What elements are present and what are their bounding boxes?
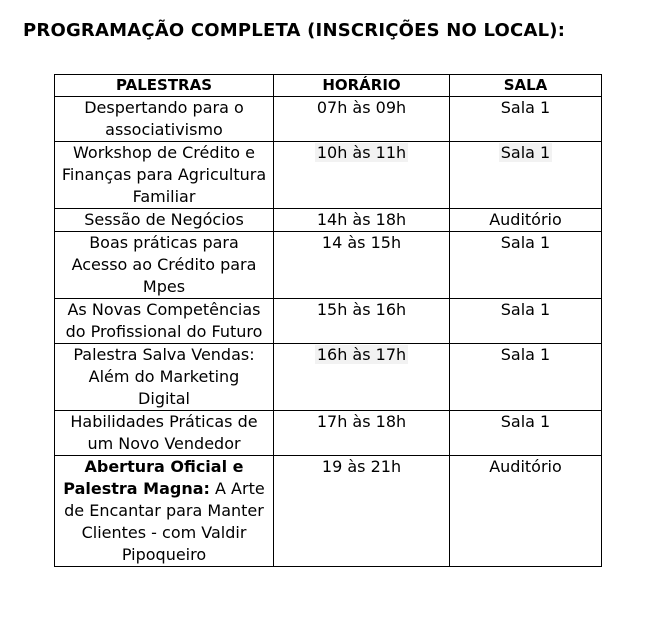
schedule-table <box>54 74 602 567</box>
table-row <box>55 344 602 411</box>
room-highlight: Sala 1 <box>500 143 551 162</box>
talk-cell: Palestra Salva Vendas: Além do Marketing Digital <box>55 344 274 411</box>
room-cell: Sala 1 <box>450 232 602 299</box>
table-header-row <box>55 75 602 97</box>
time-highlight: 10h às 11h <box>316 143 407 162</box>
table-row <box>55 299 602 344</box>
table-row <box>55 142 602 209</box>
room-cell: Auditório <box>450 209 602 232</box>
table-row <box>55 97 602 142</box>
talk-rest-part: A Arte de Encantar para Manter Clientes - com Valdir Pipoqueiro <box>64 479 265 564</box>
table-row <box>55 411 602 456</box>
talk-cell: Habilidades Práticas de um Novo Vendedor <box>55 411 274 456</box>
header-room: SALA <box>450 75 602 97</box>
talk-cell: Boas práticas para Acesso ao Crédito para Mpes <box>55 232 274 299</box>
room-cell: Sala 1 <box>450 299 602 344</box>
time-highlight: 16h às 17h <box>316 345 407 364</box>
table-row <box>55 232 602 299</box>
time-cell: 17h às 18h <box>274 411 450 456</box>
talk-cell: Workshop de Crédito e Finanças para Agricultura Familiar <box>55 142 274 209</box>
header-talks: PALESTRAS <box>55 75 274 97</box>
time-cell: 07h às 09h <box>274 97 450 142</box>
room-cell: Auditório <box>450 456 602 567</box>
talk-cell: As Novas Competências do Profissional do Futuro <box>55 299 274 344</box>
talk-cell: Despertando para o associativismo <box>55 97 274 142</box>
header-time: HORÁRIO <box>274 75 450 97</box>
room-cell <box>450 142 602 209</box>
room-cell: Sala 1 <box>450 344 602 411</box>
talk-cell <box>55 456 274 567</box>
time-cell: 14h às 18h <box>274 209 450 232</box>
talk-cell: Sessão de Negócios <box>55 209 274 232</box>
time-cell: 15h às 16h <box>274 299 450 344</box>
page-title: PROGRAMAÇÃO COMPLETA (INSCRIÇÕES NO LOCAL): <box>23 20 566 41</box>
time-cell: 14 às 15h <box>274 232 450 299</box>
room-cell: Sala 1 <box>450 97 602 142</box>
table-row <box>55 209 602 232</box>
table-row <box>55 456 602 567</box>
time-cell <box>274 142 450 209</box>
room-cell: Sala 1 <box>450 411 602 456</box>
time-cell <box>274 344 450 411</box>
talk-bold-part: Abertura Oficial e Palestra Magna: <box>63 457 244 498</box>
time-cell: 19 às 21h <box>274 456 450 567</box>
